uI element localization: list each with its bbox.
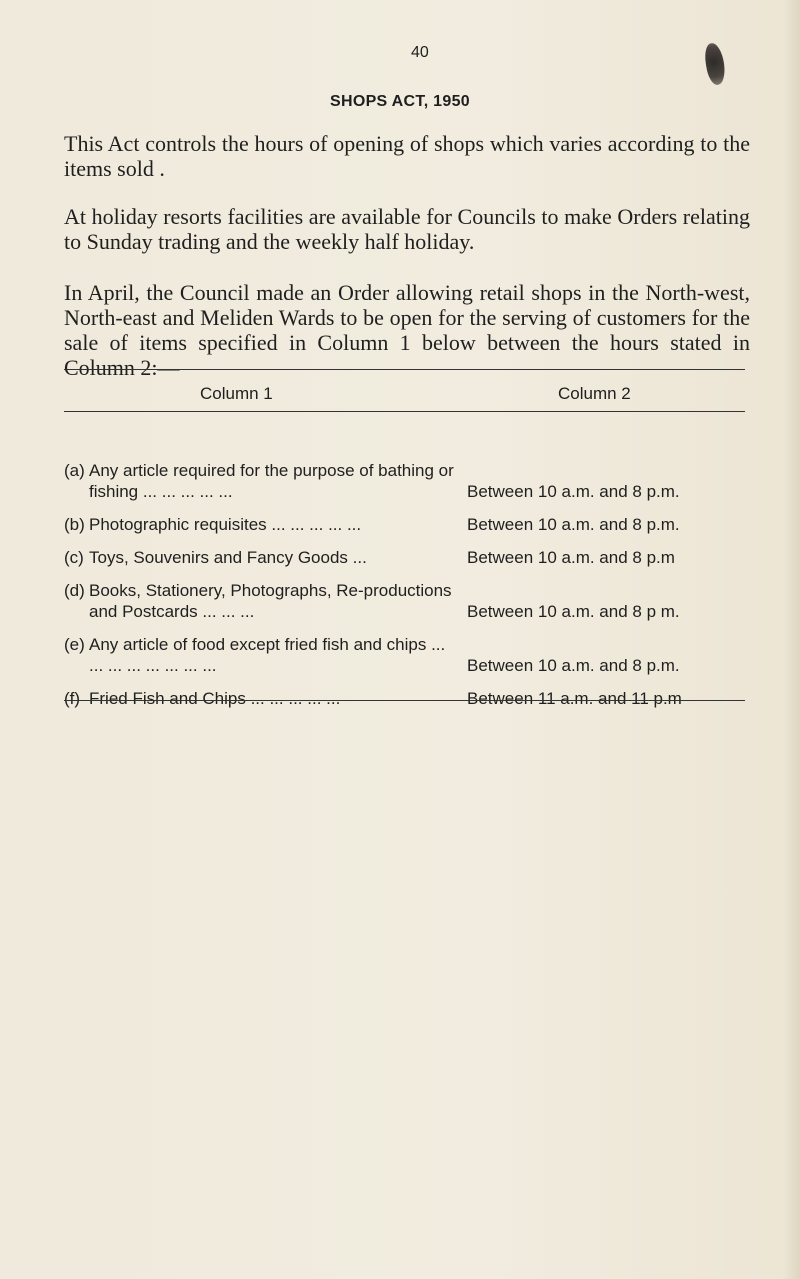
column-2-header: Column 2 xyxy=(558,384,631,403)
hours-text: Between 10 a.m. and 8 p.m. xyxy=(467,656,680,675)
item-text: Toys, Souvenirs and Fancy Goods ... xyxy=(89,548,367,567)
paragraph-council-order: In April, the Council made an Order allowing retail shops in the North-west, North-east and Meliden Wards to be open for the serving of customers for the sale of items specified in Column 1 below between the hours stated in Column 2:— xyxy=(64,280,750,380)
hours-text: Between 10 a.m. and 8 p.m xyxy=(467,548,675,567)
hours-text: Between 10 a.m. and 8 p.m. xyxy=(467,515,680,534)
item-text: Any article of food except fried fish and chips ... ... ... ... ... ... ... ... xyxy=(89,635,446,675)
table-bottom-rule xyxy=(64,700,745,701)
item-text: Any article required for the purpose of bathing or fishing ... ... ... ... ... xyxy=(89,461,454,501)
hours-text: Between 10 a.m. and 8 p.m. xyxy=(467,482,680,501)
column-1-header: Column 1 xyxy=(200,384,273,403)
item-text: Photographic requisites ... ... ... ... ... xyxy=(89,515,362,534)
row-marker: (c) xyxy=(64,548,84,567)
table-row xyxy=(64,514,754,535)
hours-text: Between 10 a.m. and 8 p m. xyxy=(467,602,680,621)
row-marker: (e) xyxy=(64,635,85,654)
paragraph-intro: This Act controls the hours of opening of shops which varies according to the items sold . xyxy=(64,131,750,181)
hours-text: Between 11 a.m. and 11 p.m xyxy=(467,689,682,708)
table-row xyxy=(64,688,754,709)
row-marker: (f) xyxy=(64,689,81,708)
table-top-rule xyxy=(64,369,745,370)
ink-blot-icon xyxy=(703,42,727,86)
table-row xyxy=(64,580,754,622)
row-marker: (b) xyxy=(64,515,85,534)
table-header-rule xyxy=(64,411,745,412)
page-number: 40 xyxy=(411,44,429,61)
section-title: SHOPS ACT, 1950 xyxy=(330,93,470,110)
paragraph-holiday-resorts: At holiday resorts facilities are available for Councils to make Orders relating to Sunday trading and the weekly half holiday. xyxy=(64,204,750,254)
table-row xyxy=(64,634,754,676)
row-marker: (d) xyxy=(64,581,85,600)
row-marker: (a) xyxy=(64,461,85,480)
item-text: Fried Fish and Chips ... ... ... ... ... xyxy=(89,689,341,708)
table-row xyxy=(64,460,754,502)
table-row xyxy=(64,547,754,568)
item-text: Books, Stationery, Photographs, Re-productions and Postcards ... ... ... xyxy=(89,581,452,621)
table-body xyxy=(64,460,754,709)
page-edge-shadow xyxy=(784,0,800,1279)
